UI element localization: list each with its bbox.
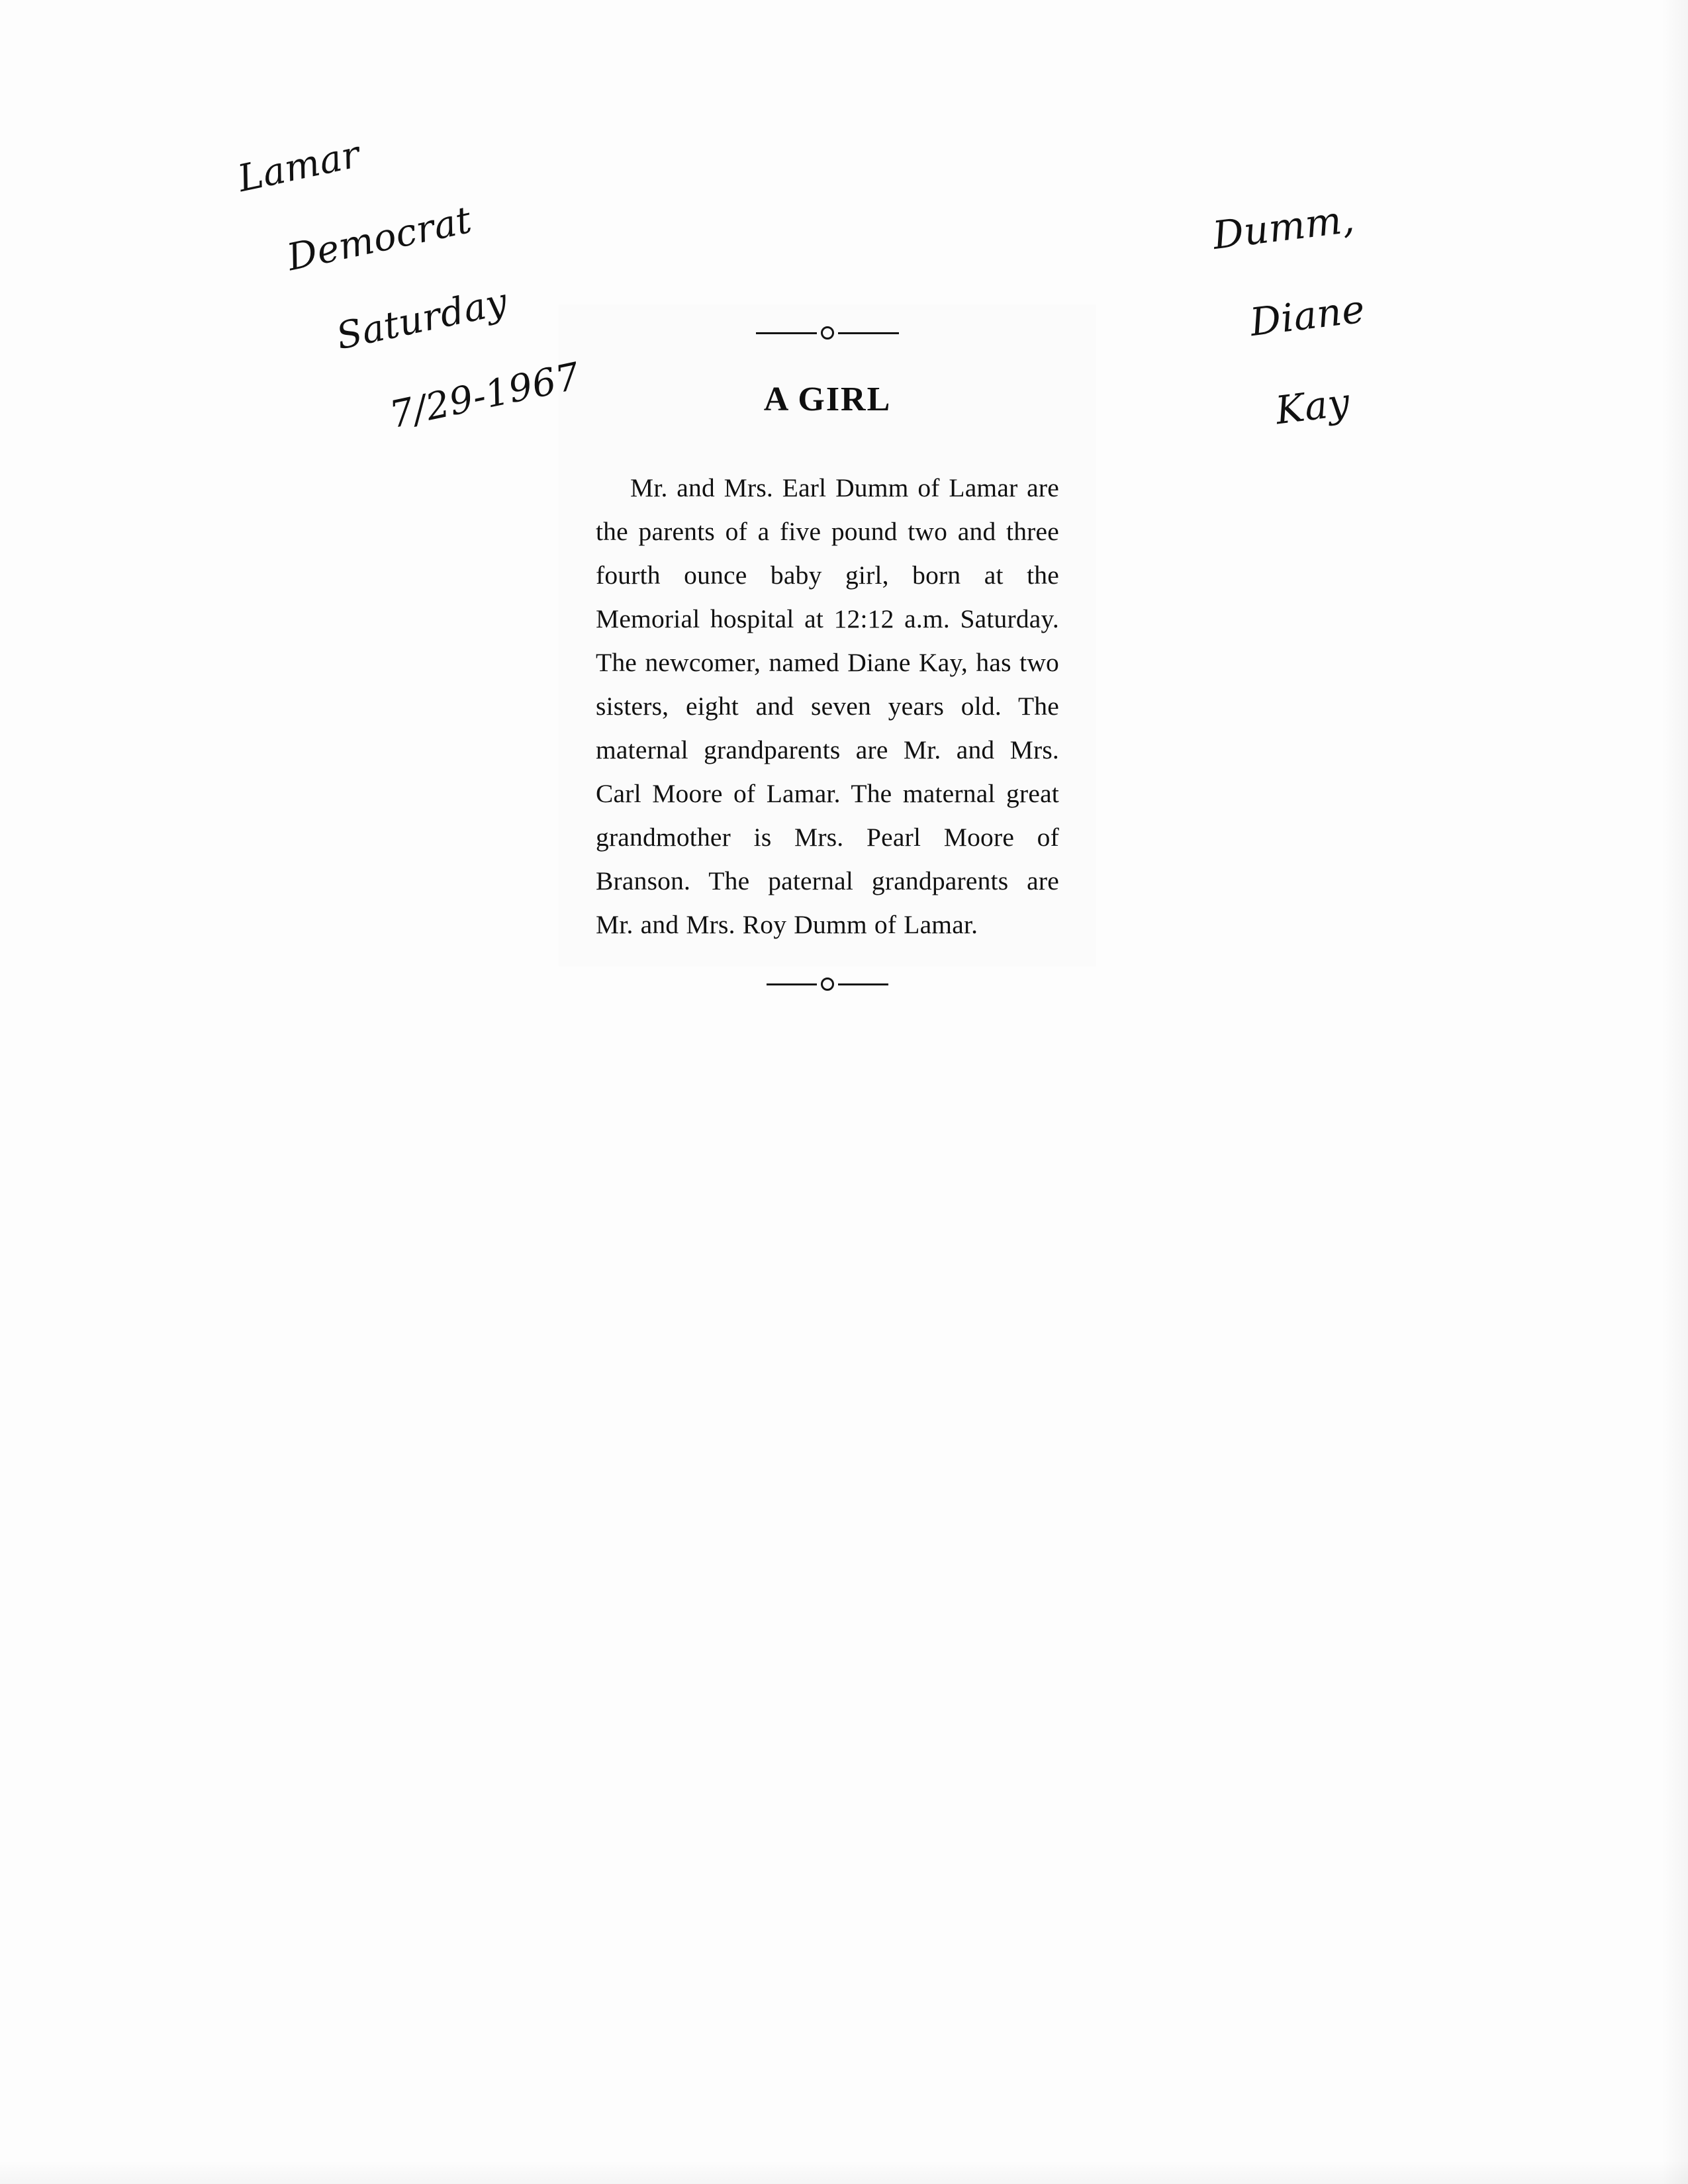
scan-edge-shading-right — [1662, 0, 1688, 2184]
clipping-body-text: Mr. and Mrs. Earl Dumm of Lamar are the parents of a five pound two and three fourth ounce baby girl, born at the Memorial hospital at 12:12 a.m. Saturday. The newcomer, named Diane Kay, has two sisters, eight and seven years old. The maternal grandparents are Mr. and Mrs. Carl Moore of Lamar. The maternal great grandmother is Mrs. Pearl Moore of Branson. The paternal grandparents are Mr. and Mrs. Roy Dumm of Lamar. — [596, 473, 1059, 939]
handwritten-source-line-1: Lamar — [234, 132, 364, 201]
clipping-headline: A GIRL — [763, 381, 892, 418]
bottom-ornament-rule — [583, 976, 1072, 993]
handwritten-name-annotation — [1205, 152, 1385, 484]
scan-edge-shading-bottom — [0, 2160, 1688, 2184]
handwritten-source-line-4: 7/29-1967 — [385, 354, 584, 437]
ornament-bar-left — [756, 332, 817, 334]
handwritten-source-annotation — [225, 55, 593, 501]
ornament-bar-right — [838, 332, 899, 334]
handwritten-name-line-2: Diane — [1247, 286, 1368, 345]
newspaper-clipping — [583, 324, 1072, 993]
handwritten-source-line-3: Saturday — [332, 280, 512, 359]
handwritten-source-line-2: Democrat — [283, 199, 476, 280]
handwritten-name-line-1: Dumm, — [1210, 196, 1357, 259]
ornament-bar-right-bottom — [838, 983, 888, 985]
ornament-circle-icon — [821, 326, 834, 340]
ornament-bar-left-bottom — [767, 983, 817, 985]
handwritten-name-line-3: Kay — [1273, 379, 1352, 433]
ornament-circle-icon-bottom — [821, 978, 834, 991]
top-ornament-rule — [583, 324, 1072, 341]
